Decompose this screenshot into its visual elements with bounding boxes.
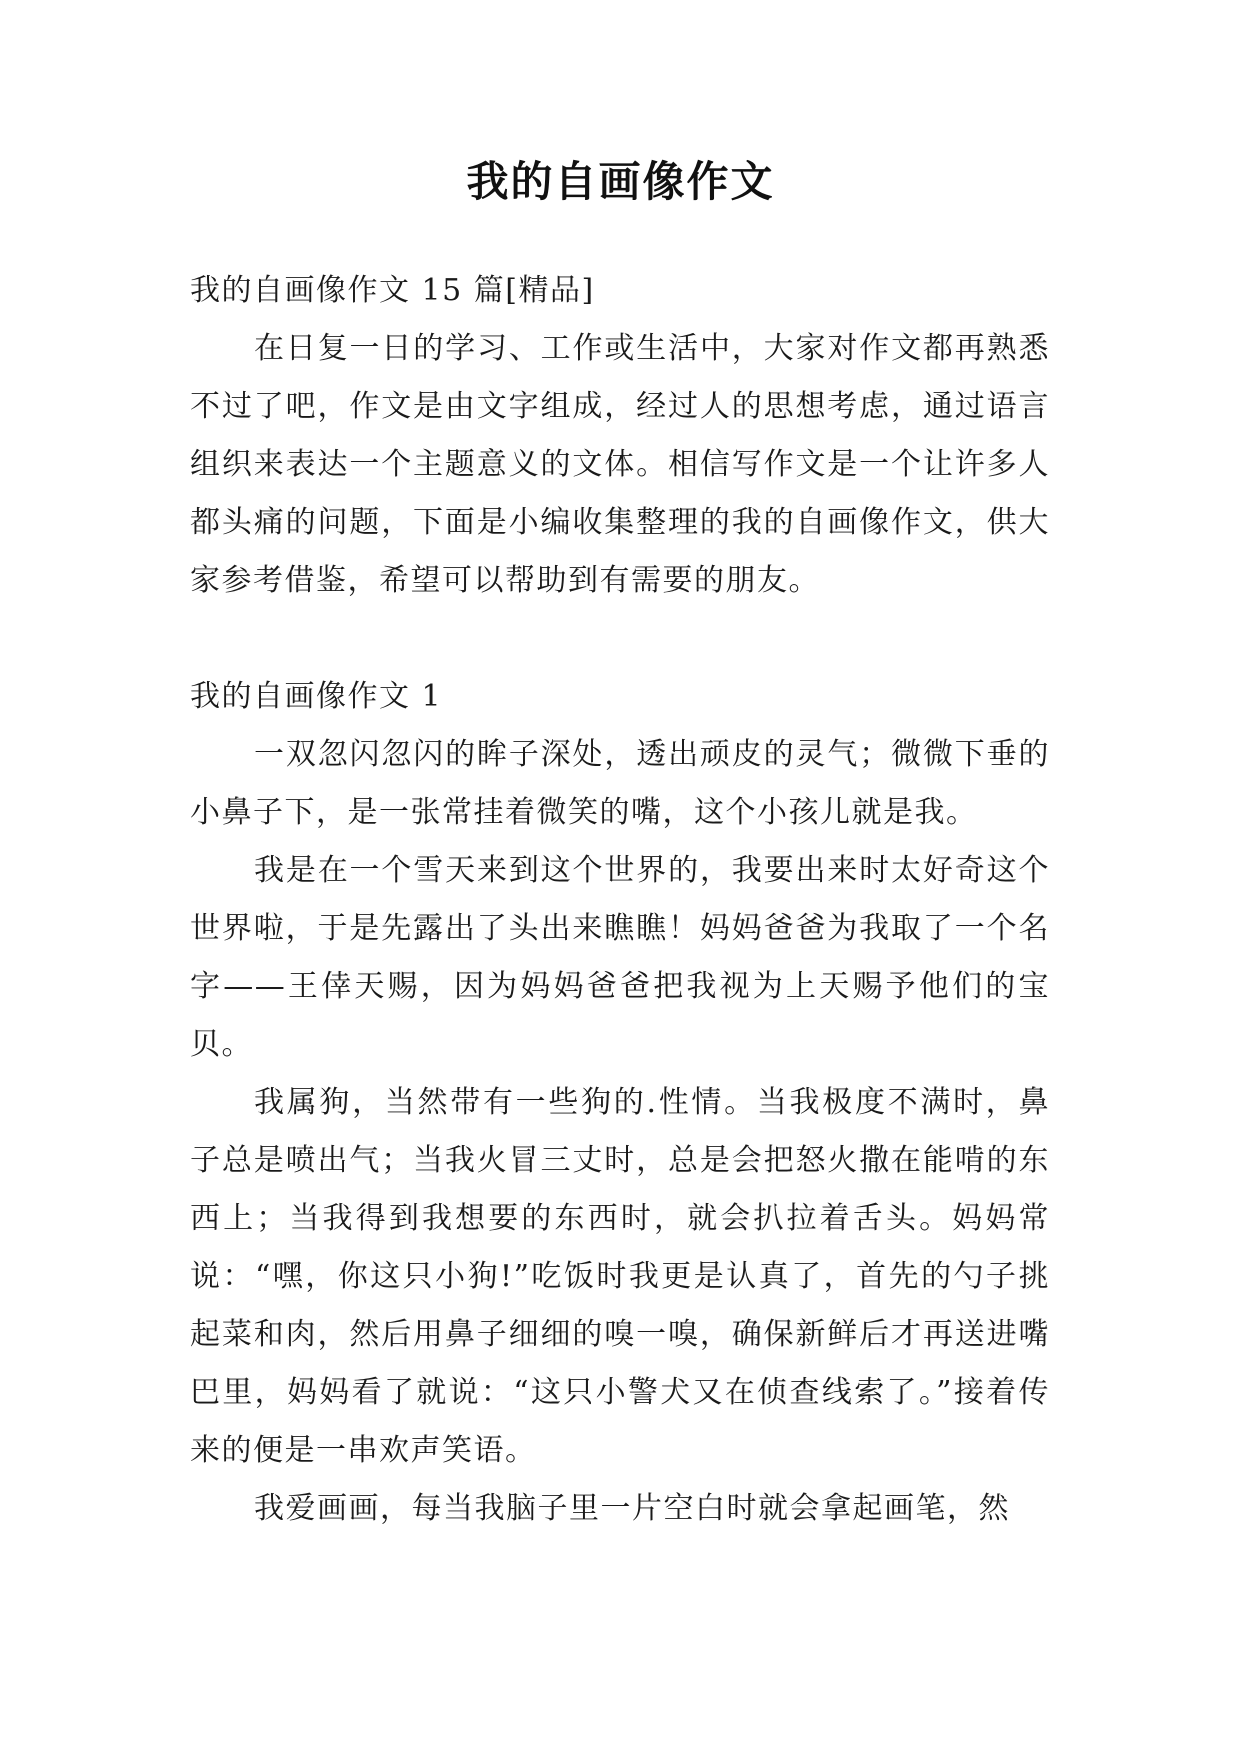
section-gap — [190, 610, 1050, 668]
page-title: 我的自画像作文 — [466, 157, 775, 206]
body-paragraph: 一双忽闪忽闪的眸子深处，透出顽皮的灵气；微微下垂的小鼻子下，是一张常挂着微笑的嘴，这个小孩儿就是我。 — [190, 737, 1050, 830]
body-paragraph: 我爱画画，每当我脑子里一片空白时就会拿起画笔，然 — [254, 1491, 1010, 1526]
document-body — [190, 262, 1050, 1538]
document-subtitle: 我的自画像作文 15 篇[精品] — [190, 273, 595, 308]
section-heading: 我的自画像作文 1 — [190, 679, 443, 714]
body-paragraph: 我属狗，当然带有一些狗的.性情。当我极度不满时，鼻子总是喷出气；当我火冒三丈时，总是会把怒火撒在能啃的东西上；当我得到我想要的东西时，就会扒拉着舌头。妈妈常说：“嘿，你这只小狗!”吃饭时我更是认真了，首先的勺子挑起菜和肉，然后用鼻子细细的嗅一嗅，确保新鲜后才再送进嘴巴里，妈妈看了就说：“这只小警犬又在侦查线索了。”接着传来的便是一串欢声笑语。 — [190, 1085, 1050, 1468]
body-paragraph: 我是在一个雪天来到这个世界的，我要出来时太好奇这个世界啦，于是先露出了头出来瞧瞧！妈妈爸爸为我取了一个名字——王倖天赐，因为妈妈爸爸把我视为上天赐予他们的宝贝。 — [190, 853, 1050, 1062]
intro-paragraph: 在日复一日的学习、工作或生活中，大家对作文都再熟悉不过了吧，作文是由文字组成，经过人的思想考虑，通过语言组织来表达一个主题意义的文体。相信写作文是一个让许多人都头痛的问题，下面是小编收集整理的我的自画像作文，供大家参考借鉴，希望可以帮助到有需要的朋友。 — [190, 331, 1050, 598]
